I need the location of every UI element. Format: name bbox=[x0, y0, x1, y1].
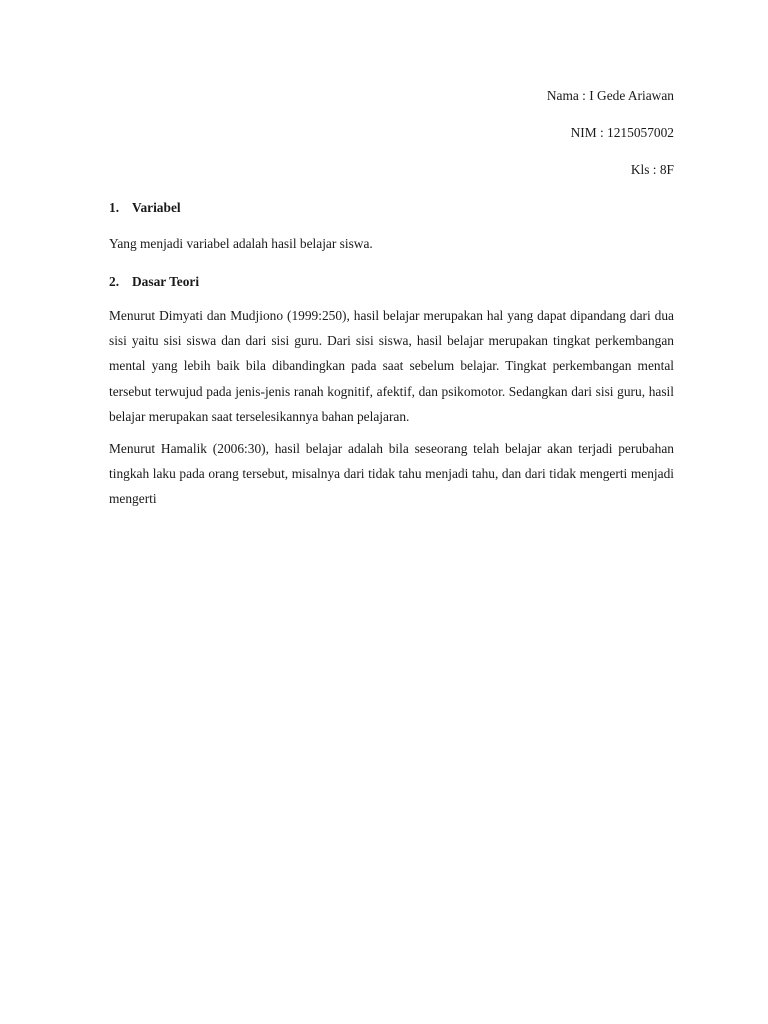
paragraph: Menurut Dimyati dan Mudjiono (1999:250), hasil belajar merupakan hal yang dapat dipandang dari dua sisi yaitu sisi siswa dan dari sisi guru. Dari sisi siswa, hasil belajar merupakan tingkat perkembangan mental yang lebih baik bila dibandingkan pada saat sebelum belajar. Tingkat perkembangan mental tersebut terwujud pada jenis-jenis ranah kognitif, afektif, dan psikomotor. Sedangkan dari sisi guru, hasil belajar merupakan saat terselesikannya bahan pelajaran. bbox=[109, 308, 674, 424]
student-info-header bbox=[109, 0, 674, 180]
student-name: Nama : I Gede Ariawan bbox=[546, 88, 674, 103]
student-class: Kls : 8F bbox=[630, 162, 674, 177]
section-heading bbox=[109, 198, 674, 218]
section-heading bbox=[109, 272, 674, 292]
section-title: Dasar Teori bbox=[132, 274, 200, 289]
paragraph: Menurut Hamalik (2006:30), hasil belajar adalah bila seseorang telah belajar akan terjadi perubahan tingkah laku pada orang tersebut, misalnya dari tidak tahu menjadi tahu, dan dari tidak mengerti menjadi mengerti bbox=[109, 441, 674, 507]
section-number: 1. bbox=[109, 200, 120, 215]
section-variabel bbox=[109, 198, 674, 254]
student-nim: NIM : 1215057002 bbox=[570, 125, 674, 140]
section-number: 2. bbox=[109, 274, 120, 289]
section-title: Variabel bbox=[132, 200, 181, 215]
section-dasar-teori bbox=[109, 272, 674, 512]
section-text: Yang menjadi variabel adalah hasil belajar siswa. bbox=[109, 236, 373, 251]
